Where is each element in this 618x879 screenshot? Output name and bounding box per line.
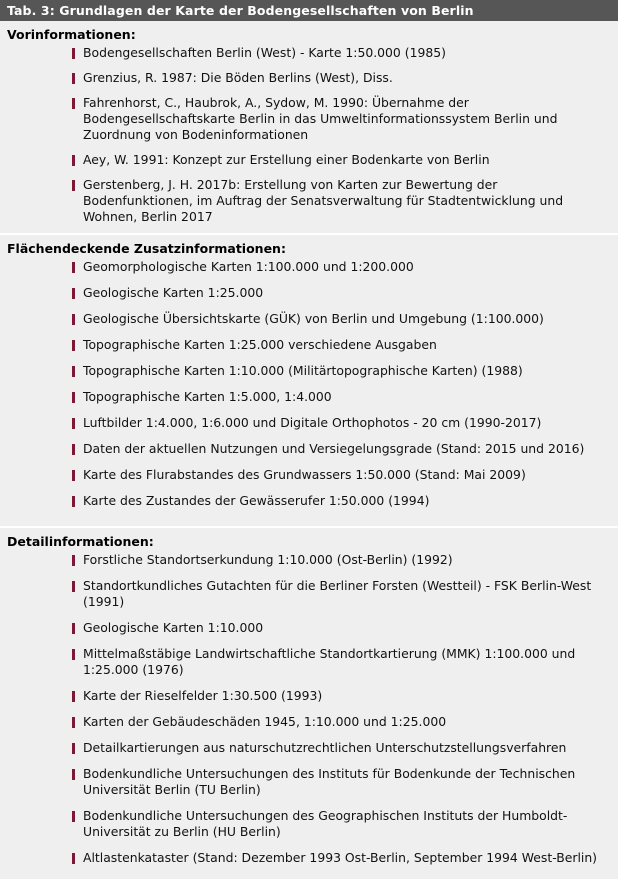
list-item-label: Geologische Karten 1:10.000	[83, 620, 264, 635]
list-item	[0, 467, 612, 483]
list-item	[0, 493, 612, 509]
list-item	[0, 766, 612, 798]
list-item-label: Bodenkundliche Untersuchungen des Geographischen Instituts der Humboldt-Universität zu Berlin (HU Berlin)	[83, 808, 568, 839]
section-detailinformationen	[0, 526, 618, 879]
list-item	[0, 714, 612, 730]
list-item-label: Geomorphologische Karten 1:100.000 und 1:200.000	[83, 259, 414, 274]
list-item-label: Fahrenhorst, C., Haubrok, A., Sydow, M. 1990: Übernahme der Bodengesellschaftskarte Berlin in das Umweltinformationssystem Berlin und Zuordnung von Bodeninformationen	[83, 95, 558, 142]
list-item-label: Gerstenberg, J. H. 2017b: Erstellung von Karten zur Bewertung der Bodenfunktionen, im Auftrag der Senatsverwaltung für Stadtentwicklung und Wohnen, Berlin 2017	[83, 177, 564, 224]
list-item-label: Karte der Rieselfelder 1:30.500 (1993)	[83, 688, 323, 703]
bullet-marker-icon	[72, 262, 75, 273]
list-item-label: Karte des Flurabstandes des Grundwassers 1:50.000 (Stand: Mai 2009)	[83, 467, 526, 482]
bullet-marker-icon	[72, 691, 75, 702]
bullet-marker-icon	[72, 743, 75, 754]
bullet-marker-icon	[72, 288, 75, 299]
table-caption: Tab. 3: Grundlagen der Karte der Bodengesellschaften von Berlin	[0, 0, 618, 21]
section-title-vorinformationen: Vorinformationen:	[7, 27, 136, 42]
list-item	[0, 337, 612, 353]
bullet-marker-icon	[72, 769, 75, 780]
list-item	[0, 552, 612, 568]
list-item	[0, 578, 612, 610]
list-item-label: Altlastenkataster (Stand: Dezember 1993 Ost-Berlin, September 1994 West-Berlin)	[83, 850, 598, 865]
list-item-label: Topographische Karten 1:5.000, 1:4.000	[83, 389, 332, 404]
bullet-marker-icon	[72, 98, 75, 109]
bullet-marker-icon	[72, 811, 75, 822]
list-item	[0, 415, 612, 431]
bullet-marker-icon	[72, 180, 75, 191]
list-item	[0, 70, 612, 86]
item-list-vorinformationen	[0, 45, 618, 233]
bullet-marker-icon	[72, 366, 75, 377]
list-item	[0, 646, 612, 678]
bullet-marker-icon	[72, 73, 75, 84]
bullet-marker-icon	[72, 155, 75, 166]
item-list-flaechendeckende	[0, 259, 618, 526]
list-item-label: Detailkartierungen aus naturschutzrechtlichen Unterschutzstellungsverfahren	[83, 740, 567, 755]
list-item-label: Geologische Übersichtskarte (GÜK) von Berlin und Umgebung (1:100.000)	[83, 311, 544, 326]
section-title-detailinformationen: Detailinformationen:	[7, 534, 154, 549]
list-item	[0, 363, 612, 379]
list-item	[0, 45, 612, 61]
list-item	[0, 850, 612, 866]
bullet-marker-icon	[72, 717, 75, 728]
list-item-label: Luftbilder 1:4.000, 1:6.000 und Digitale Orthophotos - 20 cm (1990-2017)	[83, 415, 542, 430]
list-item-label: Karten der Gebäudeschäden 1945, 1:10.000 und 1:25.000	[83, 714, 447, 729]
list-item-label: Aey, W. 1991: Konzept zur Erstellung einer Bodenkarte von Berlin	[83, 152, 490, 167]
bullet-marker-icon	[72, 581, 75, 592]
bullet-marker-icon	[72, 444, 75, 455]
list-item-label: Bodengesellschaften Berlin (West) - Karte 1:50.000 (1985)	[83, 45, 446, 60]
list-item	[0, 688, 612, 704]
bullet-marker-icon	[72, 48, 75, 59]
section-title-flaechendeckende-zusatzinformationen: Flächendeckende Zusatzinformationen:	[7, 241, 286, 256]
bullet-marker-icon	[72, 649, 75, 660]
list-item	[0, 259, 612, 275]
list-item-label: Mittelmaßstäbige Landwirtschaftliche Standortkartierung (MMK) 1:100.000 und 1:25.000 (1976)	[83, 646, 576, 677]
bullet-marker-icon	[72, 340, 75, 351]
list-item	[0, 311, 612, 327]
list-item	[0, 620, 612, 636]
list-item-label: Bodenkundliche Untersuchungen des Instituts für Bodenkunde der Technischen Universität Berlin (TU Berlin)	[83, 766, 576, 797]
list-item	[0, 808, 612, 840]
item-list-detailinformationen	[0, 552, 618, 879]
list-item-label: Standortkundliches Gutachten für die Berliner Forsten (Westteil) - FSK Berlin-West (1991)	[83, 578, 592, 609]
bullet-marker-icon	[72, 392, 75, 403]
list-item	[0, 285, 612, 301]
bullet-marker-icon	[72, 623, 75, 634]
bullet-marker-icon	[72, 496, 75, 507]
list-item-label: Forstliche Standortserkundung 1:10.000 (Ost-Berlin) (1992)	[83, 552, 453, 567]
list-item	[0, 740, 612, 756]
list-item-label: Karte des Zustandes der Gewässerufer 1:50.000 (1994)	[83, 493, 430, 508]
list-item-label: Geologische Karten 1:25.000	[83, 285, 264, 300]
bullet-marker-icon	[72, 853, 75, 864]
bullet-marker-icon	[72, 555, 75, 566]
section-flaechendeckende-zusatzinformationen	[0, 233, 618, 526]
list-item-label: Grenzius, R. 1987: Die Böden Berlins (West), Diss.	[83, 70, 393, 85]
section-vorinformationen	[0, 21, 618, 233]
list-item-label: Topographische Karten 1:25.000 verschiedene Ausgaben	[83, 337, 437, 352]
bullet-marker-icon	[72, 314, 75, 325]
list-item	[0, 389, 612, 405]
list-item	[0, 152, 612, 168]
bullet-marker-icon	[72, 470, 75, 481]
list-item-label: Daten der aktuellen Nutzungen und Versiegelungsgrade (Stand: 2015 und 2016)	[83, 441, 585, 456]
list-item	[0, 177, 612, 225]
list-item	[0, 95, 612, 143]
bullet-marker-icon	[72, 418, 75, 429]
list-item-label: Topographische Karten 1:10.000 (Militärtopographische Karten) (1988)	[83, 363, 523, 378]
list-item	[0, 441, 612, 457]
